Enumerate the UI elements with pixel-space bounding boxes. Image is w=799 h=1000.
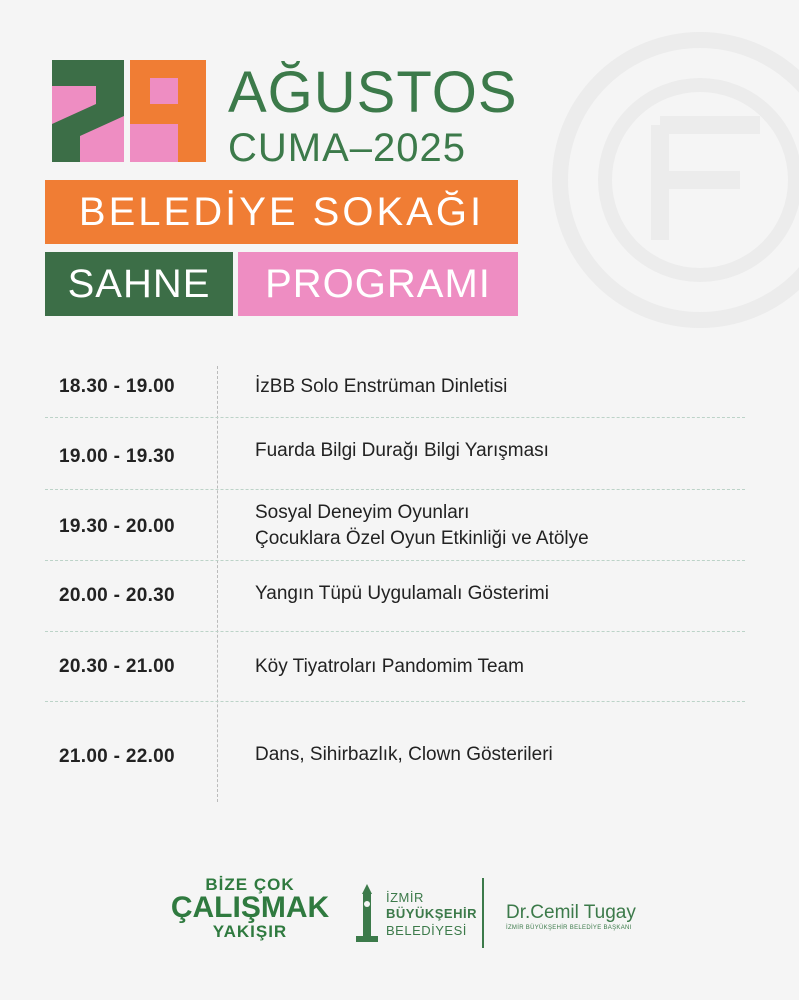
background-emblem [540,30,799,330]
slogan-line2: ÇALIŞMAK [170,891,330,924]
schedule-event: Fuarda Bilgi Durağı Bilgi Yarışması [255,440,549,461]
schedule-time: 21.00 - 22.00 [59,746,175,767]
schedule-time: 20.00 - 20.30 [59,585,175,606]
slogan-logo [165,876,335,940]
schedule-time: 18.30 - 19.00 [59,376,175,397]
schedule-event: Dans, Sihirbazlık, Clown Gösterileri [255,744,553,765]
schedule-row [45,366,745,418]
schedule-event: Köy Tiyatroları Pandomim Team [255,656,524,677]
schedule-event: Yangın Tüpü Uygulamalı Gösterimi [255,583,549,604]
schedule-table [45,366,745,802]
schedule-event: Sosyal Deneyim Oyunları [255,502,470,523]
day-year-label: CUMA–2025 [228,126,467,170]
municipality-line3: BELEDİYESİ [386,922,467,938]
municipality-logo-text [386,890,477,939]
slogan-line3: YAKIŞIR [212,922,288,941]
municipality-line2: BÜYÜKŞEHİR [386,906,477,922]
month-label: AĞUSTOS [228,60,518,125]
schedule-row [45,418,745,490]
schedule-row [45,632,745,702]
title-band-program: PROGRAMI [238,252,518,316]
schedule-time: 19.30 - 20.00 [59,516,175,537]
clock-tower-icon [352,884,382,944]
footer-divider [482,878,484,948]
mayor-name: Dr.Cemil Tugay [506,902,636,923]
schedule-row [45,702,745,802]
mayor-title: İZMİR BÜYÜKŞEHİR BELEDİYE BAŞKANI [506,925,632,931]
schedule-event: Çocuklara Özel Oyun Etkinliği ve Atölye [255,528,589,549]
schedule-time: 19.00 - 19.30 [59,446,175,467]
schedule-row [45,561,745,632]
schedule-row [45,490,745,561]
schedule-time: 20.30 - 21.00 [59,656,175,677]
title-band-stage: SAHNE [45,252,233,316]
day-number-graphic [50,56,210,166]
schedule-event: İzBB Solo Enstrüman Dinletisi [255,376,508,397]
slogan-line1: BİZE ÇOK [205,875,295,894]
municipality-line1: İZMİR [386,890,424,905]
title-band-street: BELEDİYE SOKAĞI [45,180,518,244]
